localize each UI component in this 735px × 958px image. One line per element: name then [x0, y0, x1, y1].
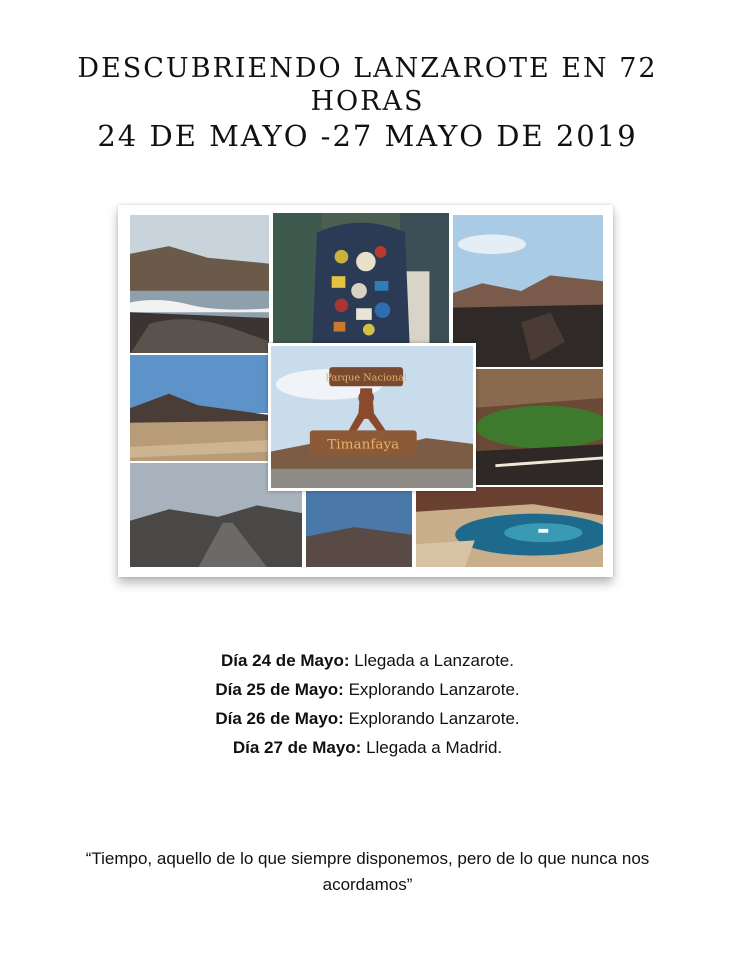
- page-title: [60, 52, 675, 153]
- title-line-1: DESCUBRIENDO LANZAROTE EN 72: [77, 53, 658, 84]
- title-dates: 24 DE MAYO -27 MAYO DE 2019: [97, 119, 638, 153]
- photo-sky-hill: [304, 489, 414, 569]
- photo-blue-lagoon: [414, 485, 605, 569]
- itinerary-row: [0, 675, 735, 704]
- quote: “Tiempo, aquello de lo que siempre disponemos, pero de lo que nunca nos acordamos”: [85, 849, 650, 894]
- photo-green-lagoon: [474, 367, 605, 487]
- photo-coast: [128, 213, 271, 356]
- itinerary-row: [0, 646, 735, 675]
- photo-mountains: [128, 353, 271, 475]
- itinerary-day: Día 25 de Mayo:: [215, 680, 344, 699]
- itinerary-text: Explorando Lanzarote.: [348, 680, 520, 699]
- itinerary-day: Día 24 de Mayo:: [221, 651, 350, 670]
- photo-timanfaya-sign: [268, 343, 476, 491]
- title-line-2: HORAS: [310, 86, 425, 117]
- itinerary-day: Día 27 de Mayo:: [232, 738, 362, 757]
- itinerary-text: Explorando Lanzarote.: [348, 709, 520, 728]
- sign-bottom-text: Timanfaya: [327, 436, 400, 453]
- itinerary-text: Llegada a Madrid.: [366, 738, 503, 757]
- itinerary-text: Llegada a Lanzarote.: [354, 651, 514, 670]
- itinerary-row: [0, 704, 735, 733]
- itinerary-row: [0, 733, 735, 762]
- itinerary: [0, 646, 735, 762]
- itinerary-day: Día 26 de Mayo:: [215, 709, 344, 728]
- photo-collage: [118, 205, 613, 577]
- photo-backpack: [271, 211, 451, 353]
- sign-top-text: Parque Nacional: [325, 372, 407, 384]
